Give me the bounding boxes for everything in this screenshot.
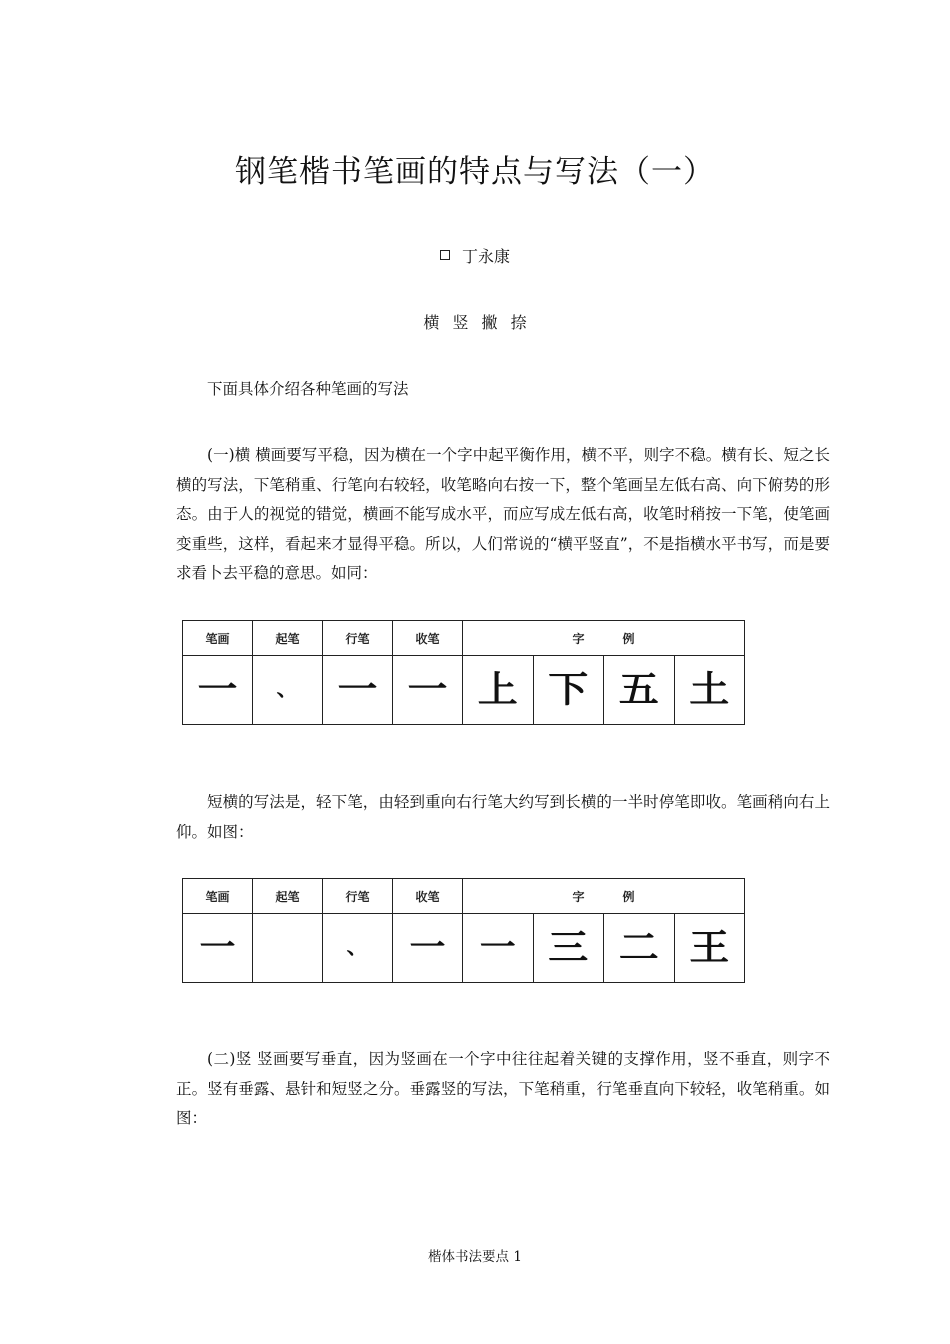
- cell-move: [323, 914, 393, 983]
- short-horizontal-paragraph: 短横的写法是，轻下笔，由轻到重向右行笔大约写到长横的一半时停笔即收。笔画稍向右上仰。如图：: [176, 793, 830, 841]
- cell-end: [393, 914, 463, 983]
- intro-paragraph: 下面具体介绍各种笔画的写法: [207, 380, 409, 398]
- subtitle: 横 竖 撇 捺: [423, 313, 527, 332]
- start-glyph: 、: [276, 678, 299, 701]
- stroke-glyph: 一: [197, 669, 238, 711]
- end-glyph: 一: [409, 929, 446, 966]
- header-stroke: 笔画: [183, 879, 253, 914]
- cell-start: [253, 656, 323, 725]
- example-glyph: 上: [477, 669, 518, 711]
- header-start: 起笔: [253, 879, 323, 914]
- table-header-row: [183, 879, 745, 914]
- example-glyph: 三: [548, 927, 589, 969]
- example-glyph: 二: [618, 927, 659, 969]
- cell-stroke: [183, 914, 253, 983]
- header-move: 行笔: [323, 621, 393, 656]
- header-start: 起笔: [253, 621, 323, 656]
- short-horizontal-table: [182, 878, 745, 983]
- cell-example: [533, 656, 604, 725]
- example-glyph: 一: [479, 929, 516, 966]
- move-glyph: 一: [337, 669, 378, 711]
- end-glyph: 一: [407, 669, 448, 711]
- cell-example: [463, 914, 534, 983]
- example-glyph: 王: [689, 927, 730, 969]
- header-end: 收笔: [393, 621, 463, 656]
- move-glyph: 、: [346, 936, 369, 959]
- cell-example: [674, 914, 745, 983]
- header-examples: [463, 621, 745, 656]
- example-glyph: 下: [548, 669, 589, 711]
- cell-start: [253, 914, 323, 983]
- author-line: [0, 244, 950, 267]
- stroke-glyph: 一: [199, 929, 236, 966]
- header-end: 收笔: [393, 879, 463, 914]
- cell-stroke: [183, 656, 253, 725]
- section-vertical-paragraph: (二)竖 竖画要写垂直，因为竖画在一个字中往往起着关键的支撑作用，竖不垂直，则字不正。竖有垂露、悬针和短竖之分。垂露竖的写法，下笔稍重，行笔垂直向下较轻，收笔稍重。如图：: [176, 1050, 830, 1127]
- long-horizontal-table: [182, 620, 745, 725]
- author-name: 丁永康: [461, 247, 510, 266]
- example-glyph: 五: [618, 669, 659, 711]
- header-stroke: 笔画: [183, 621, 253, 656]
- header-example-char-1: 字: [572, 631, 585, 646]
- cell-example: [674, 656, 745, 725]
- cell-end: [393, 656, 463, 725]
- header-move: 行笔: [323, 879, 393, 914]
- cell-example: [604, 914, 675, 983]
- page-title: 钢笔楷书笔画的特点与写法（一）: [235, 154, 715, 190]
- example-glyph: 土: [689, 669, 730, 711]
- table-header-row: [183, 621, 745, 656]
- page-footer: 楷体书法要点 1: [428, 1249, 522, 1265]
- header-example-char-2: 例: [622, 631, 635, 646]
- cell-example: [463, 656, 534, 725]
- header-examples: [463, 879, 745, 914]
- header-example-char-1: 字: [572, 889, 585, 904]
- cell-example: [604, 656, 675, 725]
- square-bullet-icon: [440, 250, 450, 260]
- cell-example: [533, 914, 604, 983]
- table-row: [183, 656, 745, 725]
- table-row: [183, 914, 745, 983]
- header-example-char-2: 例: [622, 889, 635, 904]
- cell-move: [323, 656, 393, 725]
- section-horizontal-paragraph: (一)横 横画要写平稳，因为横在一个字中起平衡作用，横不平，则字不稳。横有长、短之长横的写法，下笔稍重、行笔向右较轻，收笔略向右按一下，整个笔画呈左低右高、向下俯势的形态。由于人的视觉的错觉，横画不能写成水平，而应写成左低右高，收笔时稍按一下笔，使笔画变重些，这样，看起来才显得平稳。所以，人们常说的“横平竖直”，不是指横水平书写，而是要求看卜去平稳的意思。如同：: [176, 446, 830, 582]
